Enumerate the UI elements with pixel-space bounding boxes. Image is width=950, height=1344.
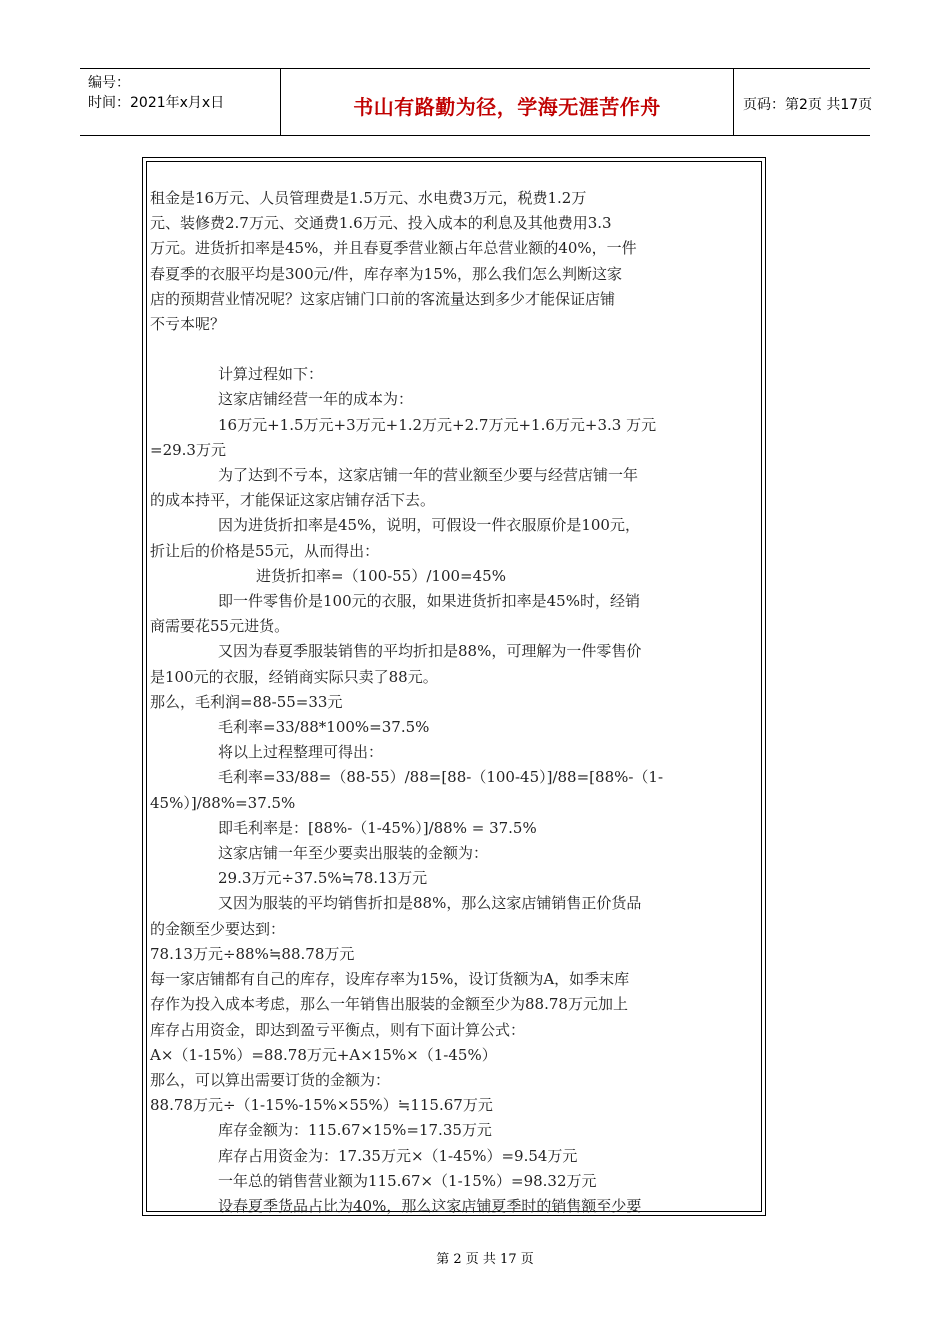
body-line: A×（1-15%）=88.78万元+A×15%×（1-45%）	[150, 1045, 497, 1064]
body-line: 29.3万元÷37.5%≒78.13万元	[218, 869, 428, 888]
body-line: 为了达到不亏本，这家店铺一年的营业额至少要与经营店铺一年	[218, 466, 639, 485]
body-line: 88.78万元÷（1-15%-15%×55%）≒115.67万元	[150, 1096, 493, 1115]
body-line: 设春夏季货品占比为40%，那么这家店铺夏季时的销售额至少要	[218, 1196, 642, 1215]
body-line: 那么，毛利润=88-55=33元	[150, 692, 343, 711]
body-line: 因为进货折扣率是45%，说明，可假设一件衣服原价是100元，	[218, 516, 640, 535]
body-line: 元、装修费2.7万元、交通费1.6万元、投入成本的利息及其他费用3.3	[150, 214, 612, 233]
body-line: 的金额至少要达到：	[150, 919, 286, 938]
body-line: 毛利率=33/88=（88-55）/88=[88-（100-45）]/88=[88%-（1-	[218, 768, 664, 787]
body-line: 进货折扣率=（100-55）/100=45%	[256, 566, 506, 585]
page-header	[80, 68, 873, 136]
body-line: 78.13万元÷88%≒88.78万元	[150, 944, 355, 963]
body-line: 即毛利率是：[88%-（1-45%）]/88% = 37.5%	[218, 818, 537, 837]
body-line: 一年总的销售营业额为115.67×（1-15%）=98.32万元	[218, 1171, 597, 1190]
body-line: 库存占用资金为：17.35万元×（1-45%）=9.54万元	[218, 1146, 578, 1165]
body-line: 又因为春夏季服装销售的平均折扣是88%，可理解为一件零售价	[218, 642, 642, 661]
body-line: =29.3万元	[150, 440, 226, 459]
body-line: 又因为服装的平均销售折扣是88%，那么这家店铺销售正价货品	[218, 894, 642, 913]
body-line: 店的预期营业情况呢？这家店铺门口前的客流量达到多少才能保证店铺	[150, 289, 616, 308]
body-line: 是100元的衣服，经销商实际只卖了88元。	[150, 667, 438, 686]
body-line: 不亏本呢？	[150, 315, 226, 334]
body-line: 库存金额为：115.67×15%=17.35万元	[218, 1121, 492, 1140]
page-number-label: 页码：第2页 共17页	[743, 97, 873, 113]
document-body	[150, 186, 750, 1219]
body-line: 库存占用资金，即达到盈亏平衡点，则有下面计算公式：	[150, 1020, 526, 1039]
motto-text: 书山有路勤为径，学海无涯苦作舟	[353, 95, 661, 119]
body-line: 16万元+1.5万元+3万元+1.2万元+2.7万元+1.6万元+3.3 万元	[218, 415, 657, 434]
body-line: 商需要花55元进货。	[150, 617, 290, 636]
page-footer: 第 2 页 共 17 页	[436, 1252, 534, 1267]
body-line: 计算过程如下：	[218, 365, 324, 384]
body-line: 45%）]/88%=37.5%	[150, 793, 296, 812]
body-line: 的成本持平，才能保证这家店铺存活下去。	[150, 491, 436, 510]
body-line: 这家店铺经营一年的成本为：	[218, 390, 414, 409]
body-line: 那么，可以算出需要订货的金额为：	[150, 1070, 391, 1089]
header-meta-cell	[80, 69, 281, 135]
body-line: 折让后的价格是55元，从而得出：	[150, 541, 380, 560]
document-time-label: 时间：2021年x月x日	[88, 95, 225, 111]
body-line: 每一家店铺都有自己的库存，设库存率为15%，设订货额为A，如季末库	[150, 970, 630, 989]
body-line: 春夏季的衣服平均是300元/件，库存率为15%，那么我们怎么判断这家	[150, 264, 623, 283]
body-line: 租金是16万元、人员管理费是1.5万元、水电费3万元，税费1.2万	[150, 189, 587, 207]
header-page-cell	[734, 69, 873, 135]
body-line: 万元。进货折扣率是45%，并且春夏季营业额占年总营业额的40%，一件	[150, 239, 637, 258]
body-line: 存作为投入成本考虑，那么一年销售出服装的金额至少为88.78万元加上	[150, 995, 628, 1014]
body-line: 即一件零售价是100元的衣服，如果进货折扣率是45%时，经销	[218, 592, 640, 611]
body-line: 毛利率=33/88*100%=37.5%	[218, 718, 430, 737]
body-line: 这家店铺一年至少要卖出服装的金额为：	[218, 844, 489, 863]
paragraph-gap	[150, 337, 750, 362]
body-line: 将以上过程整理可得出：	[218, 743, 384, 762]
header-motto-cell	[281, 69, 734, 135]
document-number-label: 编号：	[88, 75, 130, 91]
